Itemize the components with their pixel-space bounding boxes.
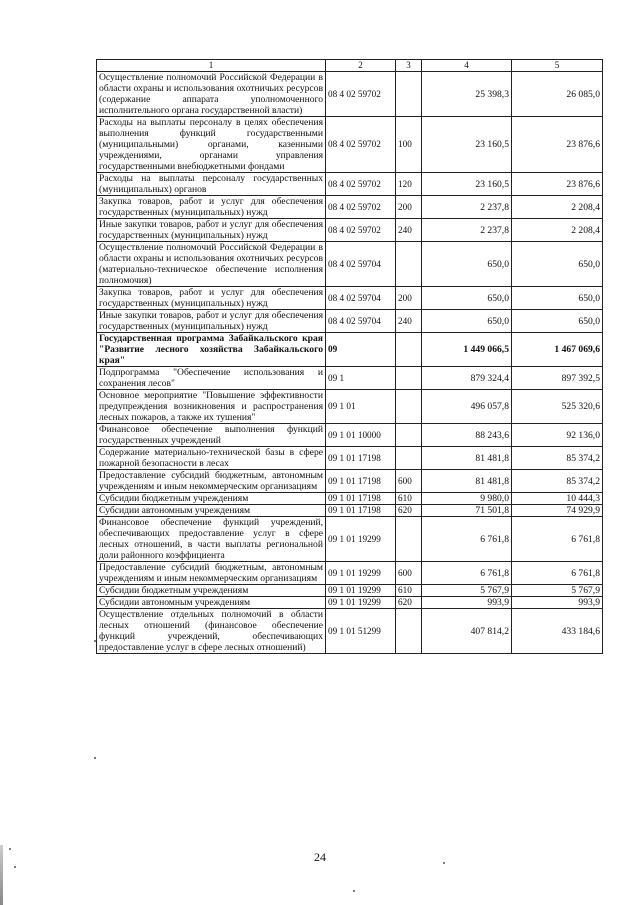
row-type: 100 <box>396 117 422 173</box>
row-name: Осуществление отдельных полномочий в области лесных отношений (финансовое обеспечение функций учреждений, обеспечивающих предоставление услуг в сфере лесных отношений) <box>97 609 326 654</box>
table-body <box>97 72 603 654</box>
scan-speck <box>443 862 445 864</box>
row-value-year2: 1 467 069,6 <box>512 333 603 367</box>
row-code: 08 4 02 59704 <box>326 287 396 310</box>
row-type: 600 <box>396 562 422 585</box>
row-value-year2: 433 184,6 <box>512 609 603 654</box>
header-col-5: 5 <box>512 60 603 72</box>
row-name: Финансовое обеспечение функций учреждений, обеспечивающих предоставление услуг в сфере лесных отношений, в части выплаты региональной доли районного коэффициента <box>97 517 326 562</box>
row-name: Субсидии бюджетным учреждениям <box>97 493 326 505</box>
row-value-year2: 23 876,6 <box>512 117 603 173</box>
row-name: Субсидии автономным учреждениям <box>97 597 326 609</box>
table-row <box>97 493 603 505</box>
row-value-year1: 1 449 066,5 <box>422 333 512 367</box>
table-row <box>97 470 603 493</box>
row-name: Расходы на выплаты персоналу государственных (муниципальных) органов <box>97 173 326 196</box>
table-row <box>97 597 603 609</box>
table-row <box>97 447 603 470</box>
row-value-year2: 10 444,3 <box>512 493 603 505</box>
row-code: 08 4 02 59702 <box>326 72 396 117</box>
row-type <box>396 517 422 562</box>
scan-edge-shadow <box>0 845 3 905</box>
row-code: 09 1 01 17198 <box>326 470 396 493</box>
table-row <box>97 173 603 196</box>
row-type <box>396 447 422 470</box>
row-value-year2: 650,0 <box>512 242 603 287</box>
row-value-year1: 81 481,8 <box>422 470 512 493</box>
table-row <box>97 333 603 367</box>
table-row <box>97 609 603 654</box>
row-code: 09 1 01 19299 <box>326 562 396 585</box>
row-value-year1: 496 057,8 <box>422 390 512 424</box>
row-value-year2: 650,0 <box>512 310 603 333</box>
row-code: 09 1 01 19299 <box>326 517 396 562</box>
row-value-year1: 2 237,8 <box>422 219 512 242</box>
row-code: 09 1 01 19299 <box>326 597 396 609</box>
row-value-year1: 9 980,0 <box>422 493 512 505</box>
row-value-year1: 23 160,5 <box>422 117 512 173</box>
header-col-3: 3 <box>396 60 422 72</box>
row-name: Иные закупки товаров, работ и услуг для обеспечения государственных (муниципальных) нужд <box>97 310 326 333</box>
row-value-year2: 897 392,5 <box>512 367 603 390</box>
row-code: 09 1 01 51299 <box>326 609 396 654</box>
row-type: 610 <box>396 493 422 505</box>
row-value-year2: 26 085,0 <box>512 72 603 117</box>
row-name: Закупка товаров, работ и услуг для обеспечения государственных (муниципальных) нужд <box>97 196 326 219</box>
row-value-year1: 23 160,5 <box>422 173 512 196</box>
row-type: 200 <box>396 287 422 310</box>
row-code: 09 1 01 17198 <box>326 493 396 505</box>
row-name: Иные закупки товаров, работ и услуг для обеспечения государственных (муниципальных) нужд <box>97 219 326 242</box>
row-type: 610 <box>396 585 422 597</box>
row-value-year2: 23 876,6 <box>512 173 603 196</box>
row-value-year1: 6 761,8 <box>422 517 512 562</box>
row-type: 120 <box>396 173 422 196</box>
row-value-year2: 92 136,0 <box>512 424 603 447</box>
row-value-year1: 5 767,9 <box>422 585 512 597</box>
table-row <box>97 196 603 219</box>
row-name: Субсидии бюджетным учреждениям <box>97 585 326 597</box>
table-row <box>97 219 603 242</box>
header-col-1: 1 <box>97 60 326 72</box>
table-row <box>97 242 603 287</box>
row-name: Осуществление полномочий Российской Федерации в области охраны и использования охотничьих ресурсов (содержание аппарата уполномоченного исполнительного органа государственной власти) <box>97 72 326 117</box>
row-value-year2: 525 320,6 <box>512 390 603 424</box>
row-value-year1: 650,0 <box>422 242 512 287</box>
row-code: 09 1 01 17198 <box>326 447 396 470</box>
budget-table <box>96 59 603 654</box>
row-name: Осуществление полномочий Российской Федерации в области охраны и использования охотничьих ресурсов (материально-техническое обеспечение исполнения полномочия) <box>97 242 326 287</box>
row-name: Подпрограмма "Обеспечение использования и сохранения лесов" <box>97 367 326 390</box>
row-type <box>396 424 422 447</box>
row-code: 08 4 02 59702 <box>326 196 396 219</box>
row-code: 08 4 02 59702 <box>326 117 396 173</box>
row-value-year2: 85 374,2 <box>512 470 603 493</box>
row-value-year2: 5 767,9 <box>512 585 603 597</box>
row-type <box>396 333 422 367</box>
row-type <box>396 390 422 424</box>
row-code: 09 1 01 17198 <box>326 505 396 517</box>
row-value-year2: 85 374,2 <box>512 447 603 470</box>
table-row <box>97 390 603 424</box>
table-row <box>97 367 603 390</box>
row-type: 620 <box>396 505 422 517</box>
row-type: 240 <box>396 310 422 333</box>
scan-speck <box>353 890 355 892</box>
row-type <box>396 72 422 117</box>
row-name: Субсидии автономным учреждениям <box>97 505 326 517</box>
row-value-year1: 407 814,2 <box>422 609 512 654</box>
row-value-year2: 6 761,8 <box>512 562 603 585</box>
scan-speck <box>94 640 96 642</box>
row-name: Закупка товаров, работ и услуг для обеспечения государственных (муниципальных) нужд <box>97 287 326 310</box>
row-value-year2: 2 208,4 <box>512 196 603 219</box>
row-value-year1: 88 243,6 <box>422 424 512 447</box>
table-row <box>97 585 603 597</box>
table-row <box>97 287 603 310</box>
row-value-year1: 81 481,8 <box>422 447 512 470</box>
row-value-year2: 993,9 <box>512 597 603 609</box>
row-value-year1: 993,9 <box>422 597 512 609</box>
row-type <box>396 242 422 287</box>
row-code: 09 1 01 10000 <box>326 424 396 447</box>
row-name: Предоставление субсидий бюджетным, автономным учреждениям и иным некоммерческим организациям <box>97 562 326 585</box>
row-code: 09 <box>326 333 396 367</box>
row-value-year1: 650,0 <box>422 310 512 333</box>
row-type <box>396 609 422 654</box>
table-row <box>97 72 603 117</box>
header-col-4: 4 <box>422 60 512 72</box>
row-type: 600 <box>396 470 422 493</box>
row-name: Финансовое обеспечение выполнения функций государственных учреждений <box>97 424 326 447</box>
row-value-year1: 650,0 <box>422 287 512 310</box>
table-row <box>97 117 603 173</box>
row-code: 09 1 01 19299 <box>326 585 396 597</box>
row-value-year2: 2 208,4 <box>512 219 603 242</box>
table-row <box>97 505 603 517</box>
row-code: 08 4 02 59704 <box>326 242 396 287</box>
table-header <box>97 60 603 72</box>
table-row <box>97 310 603 333</box>
row-type: 200 <box>396 196 422 219</box>
row-code: 08 4 02 59704 <box>326 310 396 333</box>
row-name: Расходы на выплаты персоналу в целях обеспечения выполнения функций государственными (муниципальными) органами, казенными учреждениями, органами управления государственными внебюджетными фондами <box>97 117 326 173</box>
row-type <box>396 367 422 390</box>
row-type: 240 <box>396 219 422 242</box>
row-code: 09 1 <box>326 367 396 390</box>
row-value-year1: 71 501,8 <box>422 505 512 517</box>
scan-speck <box>14 866 16 868</box>
row-type: 620 <box>396 597 422 609</box>
row-value-year2: 650,0 <box>512 287 603 310</box>
row-value-year1: 6 761,8 <box>422 562 512 585</box>
row-value-year1: 2 237,8 <box>422 196 512 219</box>
table-row <box>97 517 603 562</box>
row-name: Предоставление субсидий бюджетным, автономным учреждениям и иным некоммерческим организациям <box>97 470 326 493</box>
page-number: 24 <box>314 850 326 864</box>
header-row <box>97 60 603 72</box>
table-row <box>97 424 603 447</box>
scan-speck <box>9 848 11 850</box>
row-value-year2: 74 929,9 <box>512 505 603 517</box>
header-col-2: 2 <box>326 60 396 72</box>
row-name: Содержание материально-технической базы в сфере пожарной безопасности в лесах <box>97 447 326 470</box>
row-code: 09 1 01 <box>326 390 396 424</box>
row-code: 08 4 02 59702 <box>326 219 396 242</box>
row-name: Основное мероприятие "Повышение эффективности предупреждения возникновения и распространения лесных пожаров, а также их тушения" <box>97 390 326 424</box>
table-row <box>97 562 603 585</box>
row-code: 08 4 02 59702 <box>326 173 396 196</box>
row-value-year2: 6 761,8 <box>512 517 603 562</box>
scan-speck <box>94 757 96 759</box>
row-value-year1: 879 324,4 <box>422 367 512 390</box>
row-value-year1: 25 398,3 <box>422 72 512 117</box>
row-name: Государственная программа Забайкальского края "Развитие лесного хозяйства Забайкальского края" <box>97 333 326 367</box>
